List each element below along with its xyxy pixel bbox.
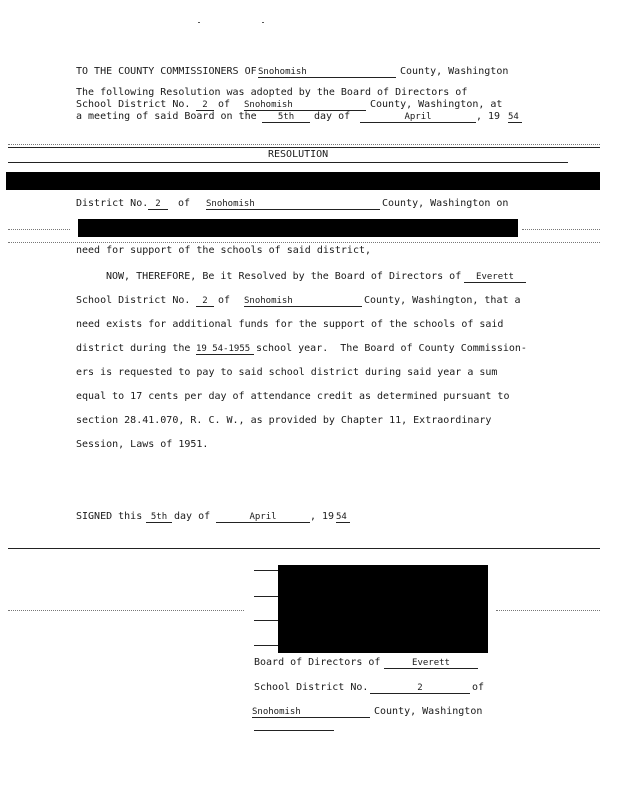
paragraph-county-field: Snohomish (244, 296, 362, 307)
paragraph-line-4-suffix: school year. The Board of County Commission- (256, 343, 527, 354)
resolution-title: RESOLUTION (268, 149, 329, 160)
header-year-field: 54 (508, 112, 522, 123)
paragraph-line-2-suffix: County, Washington, that a (364, 295, 521, 306)
redaction-bar (78, 219, 518, 237)
need-line: need for support of the schools of said district, (76, 245, 372, 256)
board-of-directors-label: Board of Directors of (254, 657, 381, 668)
scan-speck (262, 22, 264, 23)
paragraph-line-2-prefix: School District No. (76, 295, 191, 306)
paragraph-line-8: Session, Laws of 1951. (76, 439, 209, 450)
header-line3-of: of (218, 99, 231, 110)
signed-prefix: SIGNED this (76, 511, 143, 522)
district-county-field: Snohomish (206, 199, 380, 210)
horizontal-rule (8, 548, 600, 549)
signed-day-field: 5th (146, 512, 172, 523)
horizontal-rule (8, 162, 568, 163)
dotted-rule (8, 229, 70, 230)
signature-redaction (278, 565, 488, 653)
paragraph-district-field: 2 (196, 296, 214, 307)
horizontal-rule (8, 147, 600, 148)
signature-district-field: 2 (370, 683, 470, 694)
header-district-field: 2 (196, 100, 214, 111)
district-line-of: of (178, 198, 191, 209)
redaction-bar (6, 172, 600, 190)
signed-year-field: 54 (336, 512, 350, 523)
header-month-field: April (360, 112, 476, 123)
paragraph-line-7: section 28.41.070, R. C. W., as provided by Chapter 11, Extraordinary (76, 415, 492, 426)
header-line1-prefix: TO THE COUNTY COMMISSIONERS OF (76, 66, 257, 77)
signature-county-field: Snohomish (252, 707, 370, 718)
scan-speck (198, 22, 200, 23)
dotted-rule (8, 610, 244, 611)
signature-line (254, 730, 334, 731)
dotted-rule (496, 610, 600, 611)
header-day-field: 5th (262, 112, 310, 123)
header-line2: The following Resolution was adopted by the Board of Directors of (76, 87, 468, 98)
signed-year-prefix: , 19 (310, 511, 335, 522)
signed-month-field: April (216, 512, 310, 523)
paragraph-line-3: need exists for additional funds for the support of the schools of said (76, 319, 504, 330)
dotted-rule (522, 229, 600, 230)
paragraph-line-5: ers is requested to pay to said school district during said year a sum (76, 367, 498, 378)
header-line3-county-field: Snohomish (244, 100, 366, 111)
header-line3-suffix: County, Washington, at (370, 99, 503, 110)
signature-board-field: Everett (384, 658, 478, 669)
district-line-suffix: County, Washington on (382, 198, 509, 209)
board-name-field: Everett (464, 272, 526, 283)
header-line4-dayof: day of (314, 111, 351, 122)
signature-county-suffix: County, Washington (374, 706, 483, 717)
school-year-field: 19 54-1955 (196, 344, 254, 355)
dotted-rule (8, 242, 600, 243)
paragraph-line-4-prefix: district during the (76, 343, 191, 354)
signed-dayof: day of (174, 511, 211, 522)
school-district-label: School District No. (254, 682, 369, 693)
header-line1-suffix: County, Washington (400, 66, 509, 77)
dotted-rule (8, 144, 600, 145)
district-no-field: 2 (148, 199, 168, 210)
header-line3-prefix: School District No. (76, 99, 191, 110)
header-year-prefix: , 19 (476, 111, 501, 122)
paragraph-line-2-of: of (218, 295, 231, 306)
header-county-field: Snohomish (258, 67, 396, 78)
paragraph-line-1: NOW, THEREFORE, Be it Resolved by the Board of Directors of (106, 271, 462, 282)
header-line4-prefix: a meeting of said Board on the (76, 111, 257, 122)
paragraph-line-6: equal to 17 cents per day of attendance credit as determined pursuant to (76, 391, 510, 402)
district-line-prefix: District No. (76, 198, 149, 209)
signature-of: of (472, 682, 485, 693)
